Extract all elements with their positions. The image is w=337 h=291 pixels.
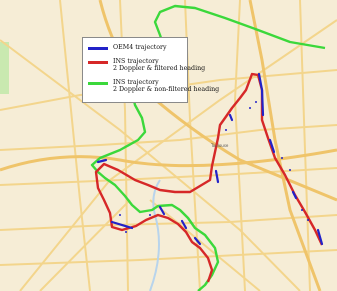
- legend-swatch-ins-nonfiltered: [88, 82, 108, 85]
- legend-label-line: INS trajectory: [113, 58, 159, 65]
- town-label: Toulouse: [211, 143, 229, 148]
- legend-swatch-ins-filtered: [88, 61, 108, 64]
- legend-label-line: 2 Doppler & filtered heading: [113, 65, 206, 72]
- legend-swatch-oem4: [88, 47, 108, 50]
- legend-label-line: INS trajectory: [113, 79, 159, 86]
- park-area: [0, 42, 9, 94]
- map-legend: [82, 37, 220, 103]
- legend-label-ins-nonfiltered: [113, 79, 219, 93]
- legend-label-ins-filtered: [113, 58, 205, 72]
- legend-label-oem4: [113, 44, 167, 51]
- legend-label-line: 2 Doppler & non-filtered heading: [113, 86, 220, 93]
- legend-label-line: OEM4 trajectory: [113, 44, 167, 51]
